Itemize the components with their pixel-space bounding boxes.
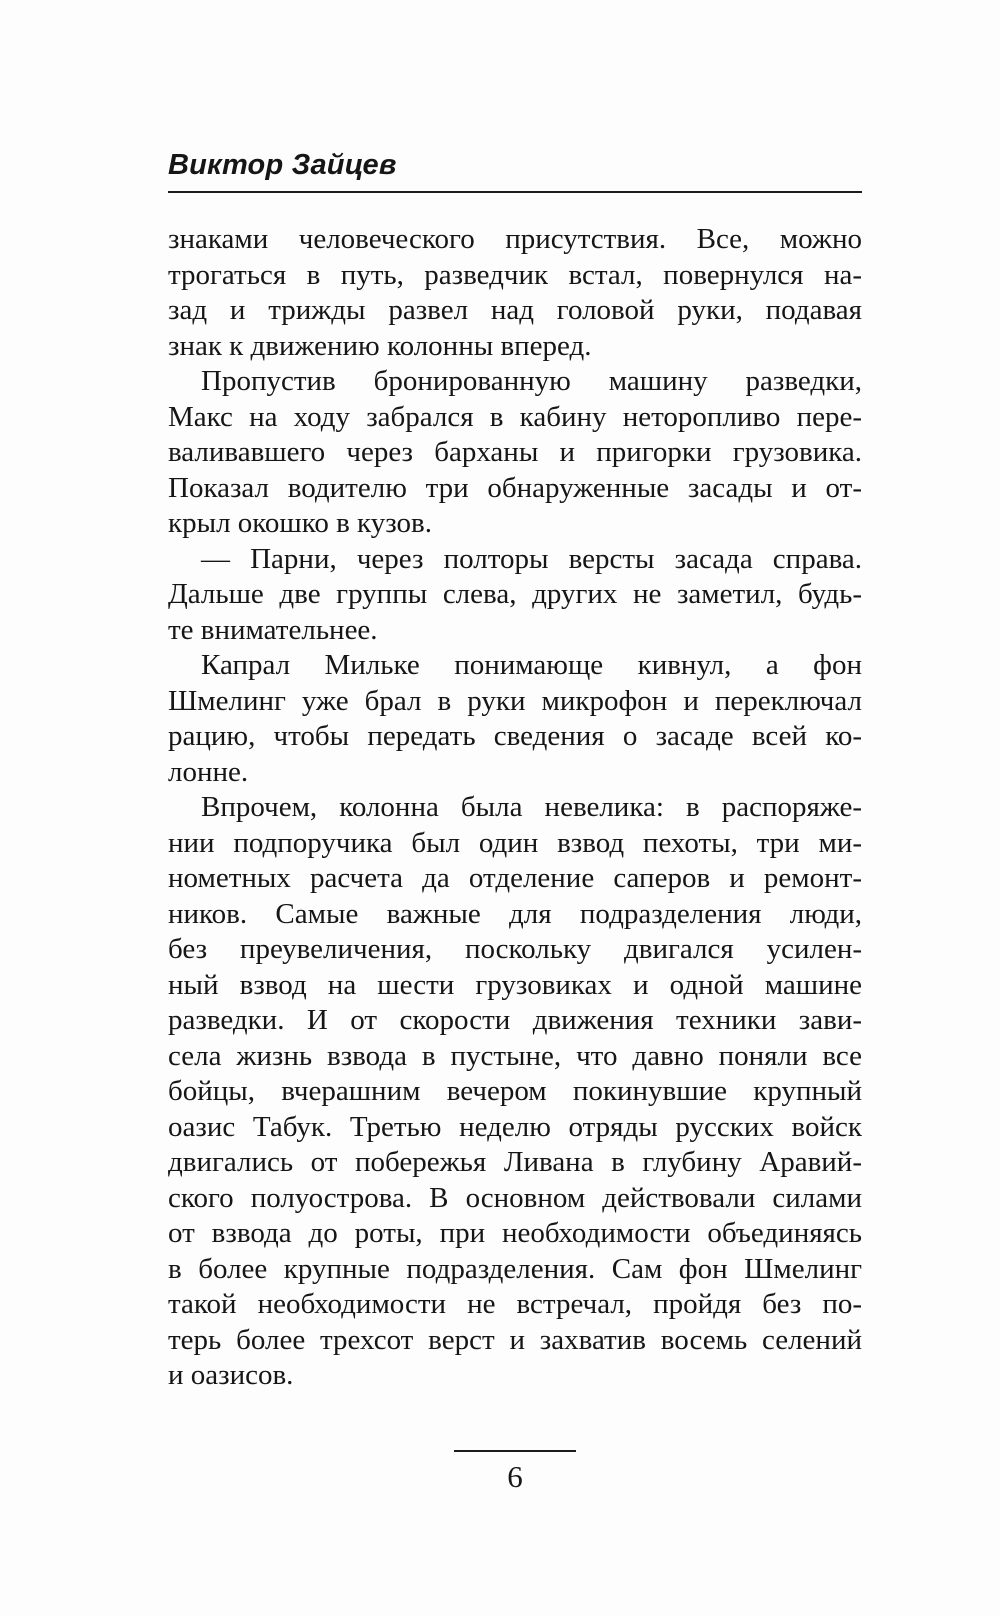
header-rule [168, 191, 862, 193]
page-number: 6 [507, 1459, 523, 1494]
text-line: Дальше две группы слева, других не заметил, будь- [168, 578, 862, 610]
text-line: лонне. [168, 755, 249, 788]
text-line: ников. Самые важные для подразделения люди, [168, 897, 862, 930]
text-line: нии подпоручика был один взвод пехоты, три ми- [168, 826, 862, 859]
text-line: бойцы, вчерашним вечером покинувшие крупный [168, 1075, 862, 1107]
text-line: такой необходимости не встречал, пройдя без по- [168, 1288, 862, 1320]
text-line: ского полуострова. В основном действовали силами [168, 1181, 862, 1214]
text-line: зад и трижды развел над головой руки, подавая [168, 294, 862, 326]
text-line: Капрал Мильке понимающе кивнул, а фон [201, 649, 862, 681]
text-line: ный взвод на шести грузовиках и одной машине [168, 968, 862, 1001]
text-line: от взвода до роты, при необходимости объединяясь [168, 1217, 862, 1249]
author-name: Виктор Зайцев [168, 149, 397, 181]
body-text [168, 222, 862, 1394]
text-line: валивавшего через барханы и пригорки грузовика. [168, 436, 862, 468]
text-line: трогаться в путь, разведчик встал, повернулся на- [168, 258, 862, 291]
text-line: и оазисов. [168, 1359, 294, 1391]
text-line: крыл окошко в кузов. [168, 507, 432, 539]
text-line: рацию, чтобы передать сведения о засаде всей ко- [168, 720, 862, 752]
footer-rule [454, 1450, 576, 1452]
text-line: терь более трехсот верст и захватив восемь селений [168, 1323, 862, 1356]
text-line: без преувеличения, поскольку двигался усилен- [168, 933, 862, 965]
text-line: нометных расчета да отделение саперов и ремонт- [168, 862, 862, 894]
text-line: Макс на ходу забрался в кабину неторопливо пере- [168, 400, 862, 433]
text-line: в более крупные подразделения. Сам фон Шмелинг [168, 1252, 862, 1285]
text-line: Пропустив бронированную машину разведки, [201, 365, 862, 397]
text-line: Впрочем, колонна была невелика: в распоряже- [201, 791, 862, 823]
text-line: села жизнь взвода в пустыне, что давно поняли все [168, 1039, 862, 1072]
running-header [168, 148, 862, 182]
page-footer [168, 1450, 862, 1493]
text-line: те внимательнее. [168, 613, 378, 646]
text-line: знаками человеческого присутствия. Все, можно [168, 223, 862, 255]
text-line: двигались от побережья Ливана в глубину Аравий- [168, 1146, 862, 1178]
text-line: разведки. И от скорости движения техники зави- [168, 1004, 862, 1036]
text-line: знак к движению колонны вперед. [168, 329, 592, 362]
text-line: Шмелинг уже брал в руки микрофон и переключал [168, 684, 862, 717]
text-line: Показал водителю три обнаруженные засады и от- [168, 471, 862, 504]
text-line: оазис Табук. Третью неделю отряды русских войск [168, 1110, 862, 1143]
text-line: — Парни, через полторы версты засада справа. [201, 542, 862, 575]
